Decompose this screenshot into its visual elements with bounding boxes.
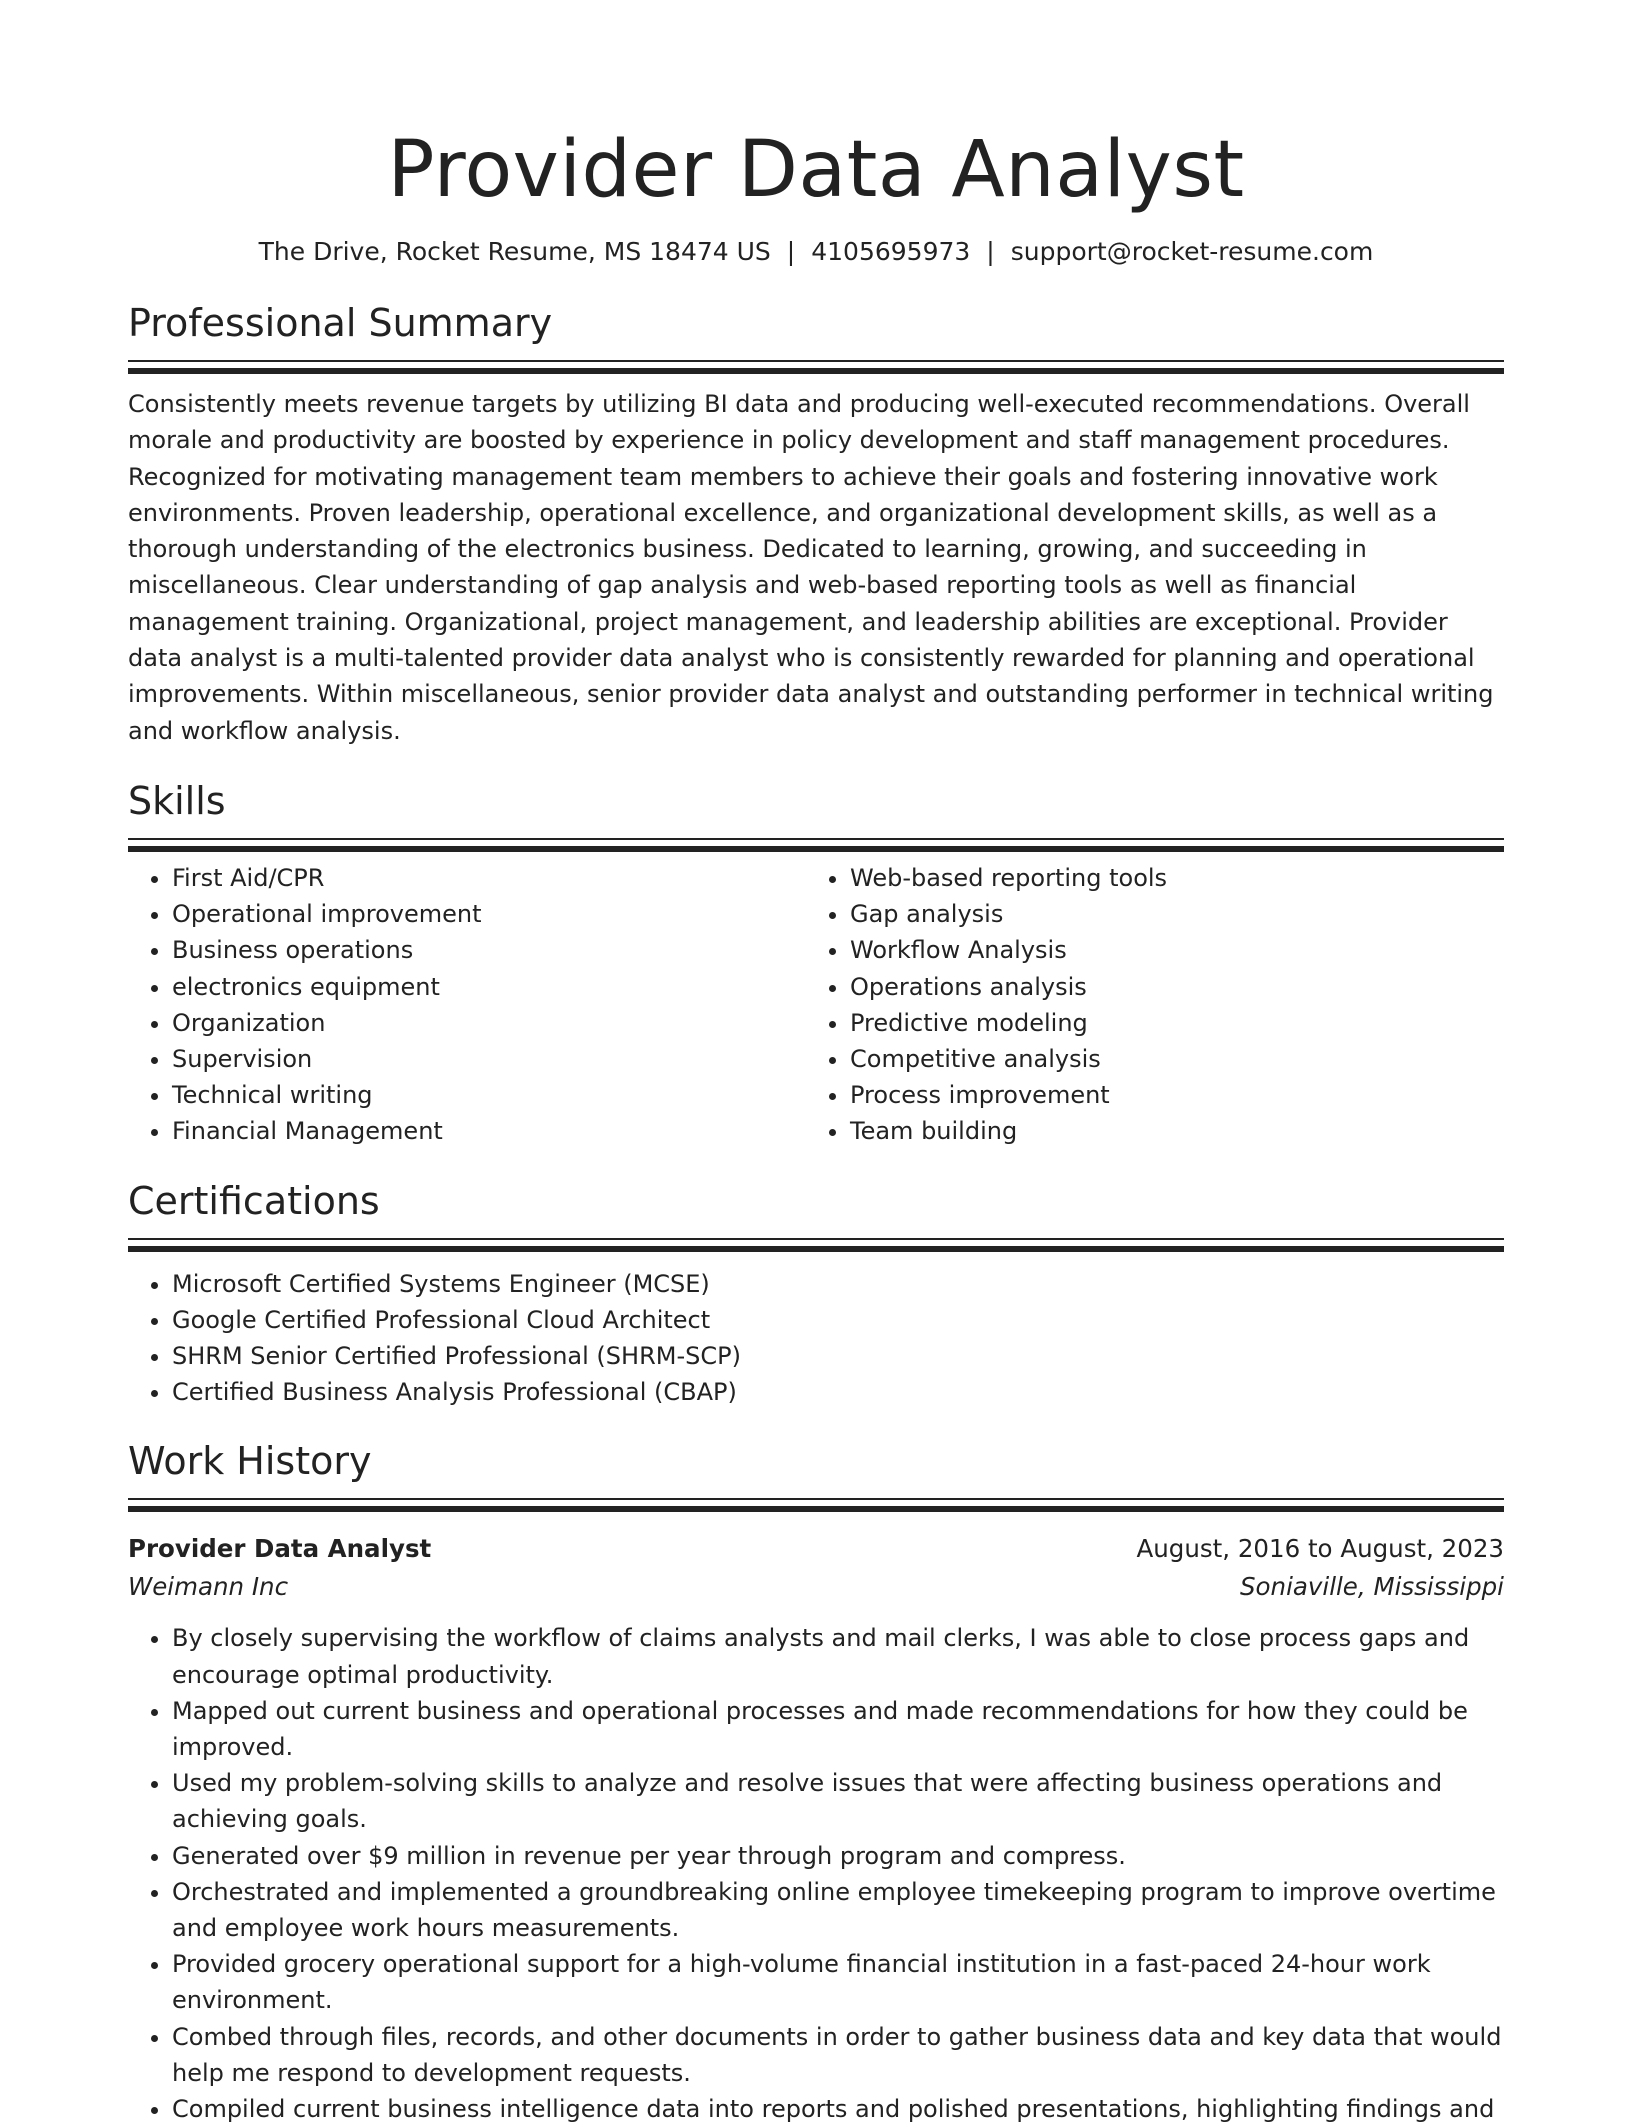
- contact-email: support@rocket-resume.com: [1010, 237, 1374, 266]
- skill-item: • Competitive analysis: [850, 1041, 1484, 1077]
- job-bullet: • By closely supervising the workflow of claims analysts and mail clerks, I was able to close process gaps and encourage optimal productivity.: [172, 1620, 1504, 1692]
- job-bullet: • Orchestrated and implemented a groundbreaking online employee timekeeping program to improve overtime and employee work hours measurements.: [172, 1874, 1504, 1946]
- skill-item: • Gap analysis: [850, 896, 1484, 932]
- work-history-heading: Work History: [128, 1439, 372, 1484]
- certification-item: • Microsoft Certified Systems Engineer (MCSE): [172, 1266, 1504, 1302]
- job-bullet: • Mapped out current business and operational processes and made recommendations for how they could be improved.: [172, 1693, 1504, 1765]
- job-title: Provider Data Analyst: [128, 1534, 432, 1564]
- skill-item: • Operations analysis: [850, 969, 1484, 1005]
- job-bullet: • Combed through files, records, and other documents in order to gather business data and key data that would help me respond to development requests.: [172, 2019, 1504, 2091]
- job-bullet: • Provided grocery operational support for a high-volume financial institution in a fast-paced 24-hour work environment.: [172, 1946, 1504, 2018]
- skill-item: • Supervision: [172, 1041, 806, 1077]
- skill-item: • Predictive modeling: [850, 1005, 1484, 1041]
- skills-column-right: [806, 860, 1484, 1150]
- skills-grid: [128, 860, 1504, 1150]
- skill-item: • Team building: [850, 1113, 1484, 1149]
- section-divider: [128, 360, 1504, 374]
- job-bullet: • Generated over $9 million in revenue per year through program and compress.: [172, 1838, 1504, 1874]
- skill-item: • Technical writing: [172, 1077, 806, 1113]
- skill-item: • Web-based reporting tools: [850, 860, 1484, 896]
- skills-column-left: [128, 860, 806, 1150]
- contact-phone: 4105695973: [811, 237, 971, 266]
- skill-item: • Financial Management: [172, 1113, 806, 1149]
- contact-address: The Drive, Rocket Resume, MS 18474 US: [258, 237, 771, 266]
- skill-item: • Process improvement: [850, 1077, 1484, 1113]
- job-company: Weimann Inc: [128, 1572, 289, 1602]
- skill-item: • Operational improvement: [172, 896, 806, 932]
- skills-list-left: [128, 860, 806, 1150]
- contact-separator: |: [786, 237, 796, 266]
- contact-separator: |: [986, 237, 995, 266]
- work-history-section: [128, 1436, 1504, 2127]
- certifications-list: [128, 1266, 1504, 1411]
- job-dates: August, 2016 to August, 2023: [1136, 1534, 1504, 1564]
- section-divider: [128, 1238, 1504, 1252]
- skills-list-right: [806, 860, 1484, 1150]
- job-bullets: [128, 1620, 1504, 2127]
- summary-section: [128, 298, 1504, 749]
- skill-item: • Workflow Analysis: [850, 932, 1484, 968]
- certifications-heading: Certifications: [128, 1178, 380, 1223]
- resume-page: [128, 0, 1504, 2127]
- job-entry: [128, 1530, 1504, 2127]
- job-location: Soniaville, Mississippi: [1240, 1572, 1504, 1602]
- section-divider: [128, 1498, 1504, 1512]
- job-header-row: [128, 1530, 1504, 1568]
- section-divider: [128, 838, 1504, 852]
- skill-item: • electronics equipment: [172, 969, 806, 1005]
- summary-text: Consistently meets revenue targets by utilizing BI data and producing well-executed recommendations. Overall morale and productivity are boosted by experience in policy development and staff management procedures. Recognized for motivating management team members to achieve their goals and fostering innovative work environments. Proven leadership, operational excellence, and organizational development skills, as well as a thorough understanding of the electronics business. Dedicated to learning, growing, and succeeding in miscellaneous. Clear understanding of gap analysis and web-based reporting tools as well as financial management training. Organizational, project management, and leadership abilities are exceptional. Provider data analyst is a multi-talented provider data analyst who is consistently rewarded for planning and operational improvements. Within miscellaneous, senior provider data analyst and outstanding performer in technical writing and workflow analysis.: [128, 390, 1494, 745]
- contact-line: [128, 234, 1504, 270]
- certification-item: • Certified Business Analysis Professional (CBAP): [172, 1374, 1504, 1410]
- resume-name: Provider Data Analyst: [387, 125, 1245, 215]
- job-subheader-row: [128, 1568, 1504, 1606]
- job-bullet: • Used my problem-solving skills to analyze and resolve issues that were affecting business operations and achieving goals.: [172, 1765, 1504, 1837]
- skill-item: • Organization: [172, 1005, 806, 1041]
- skills-heading: Skills: [128, 778, 226, 823]
- certification-item: • Google Certified Professional Cloud Architect: [172, 1302, 1504, 1338]
- skills-section: [128, 776, 1504, 1150]
- skill-item: • First Aid/CPR: [172, 860, 806, 896]
- job-bullet: • Compiled current business intelligence data into reports and polished presentations, highlighting findings and: [172, 2091, 1504, 2127]
- summary-heading: Professional Summary: [128, 301, 553, 345]
- certifications-section: [128, 1176, 1504, 1411]
- skill-item: • Business operations: [172, 932, 806, 968]
- certification-item: • SHRM Senior Certified Professional (SHRM-SCP): [172, 1338, 1504, 1374]
